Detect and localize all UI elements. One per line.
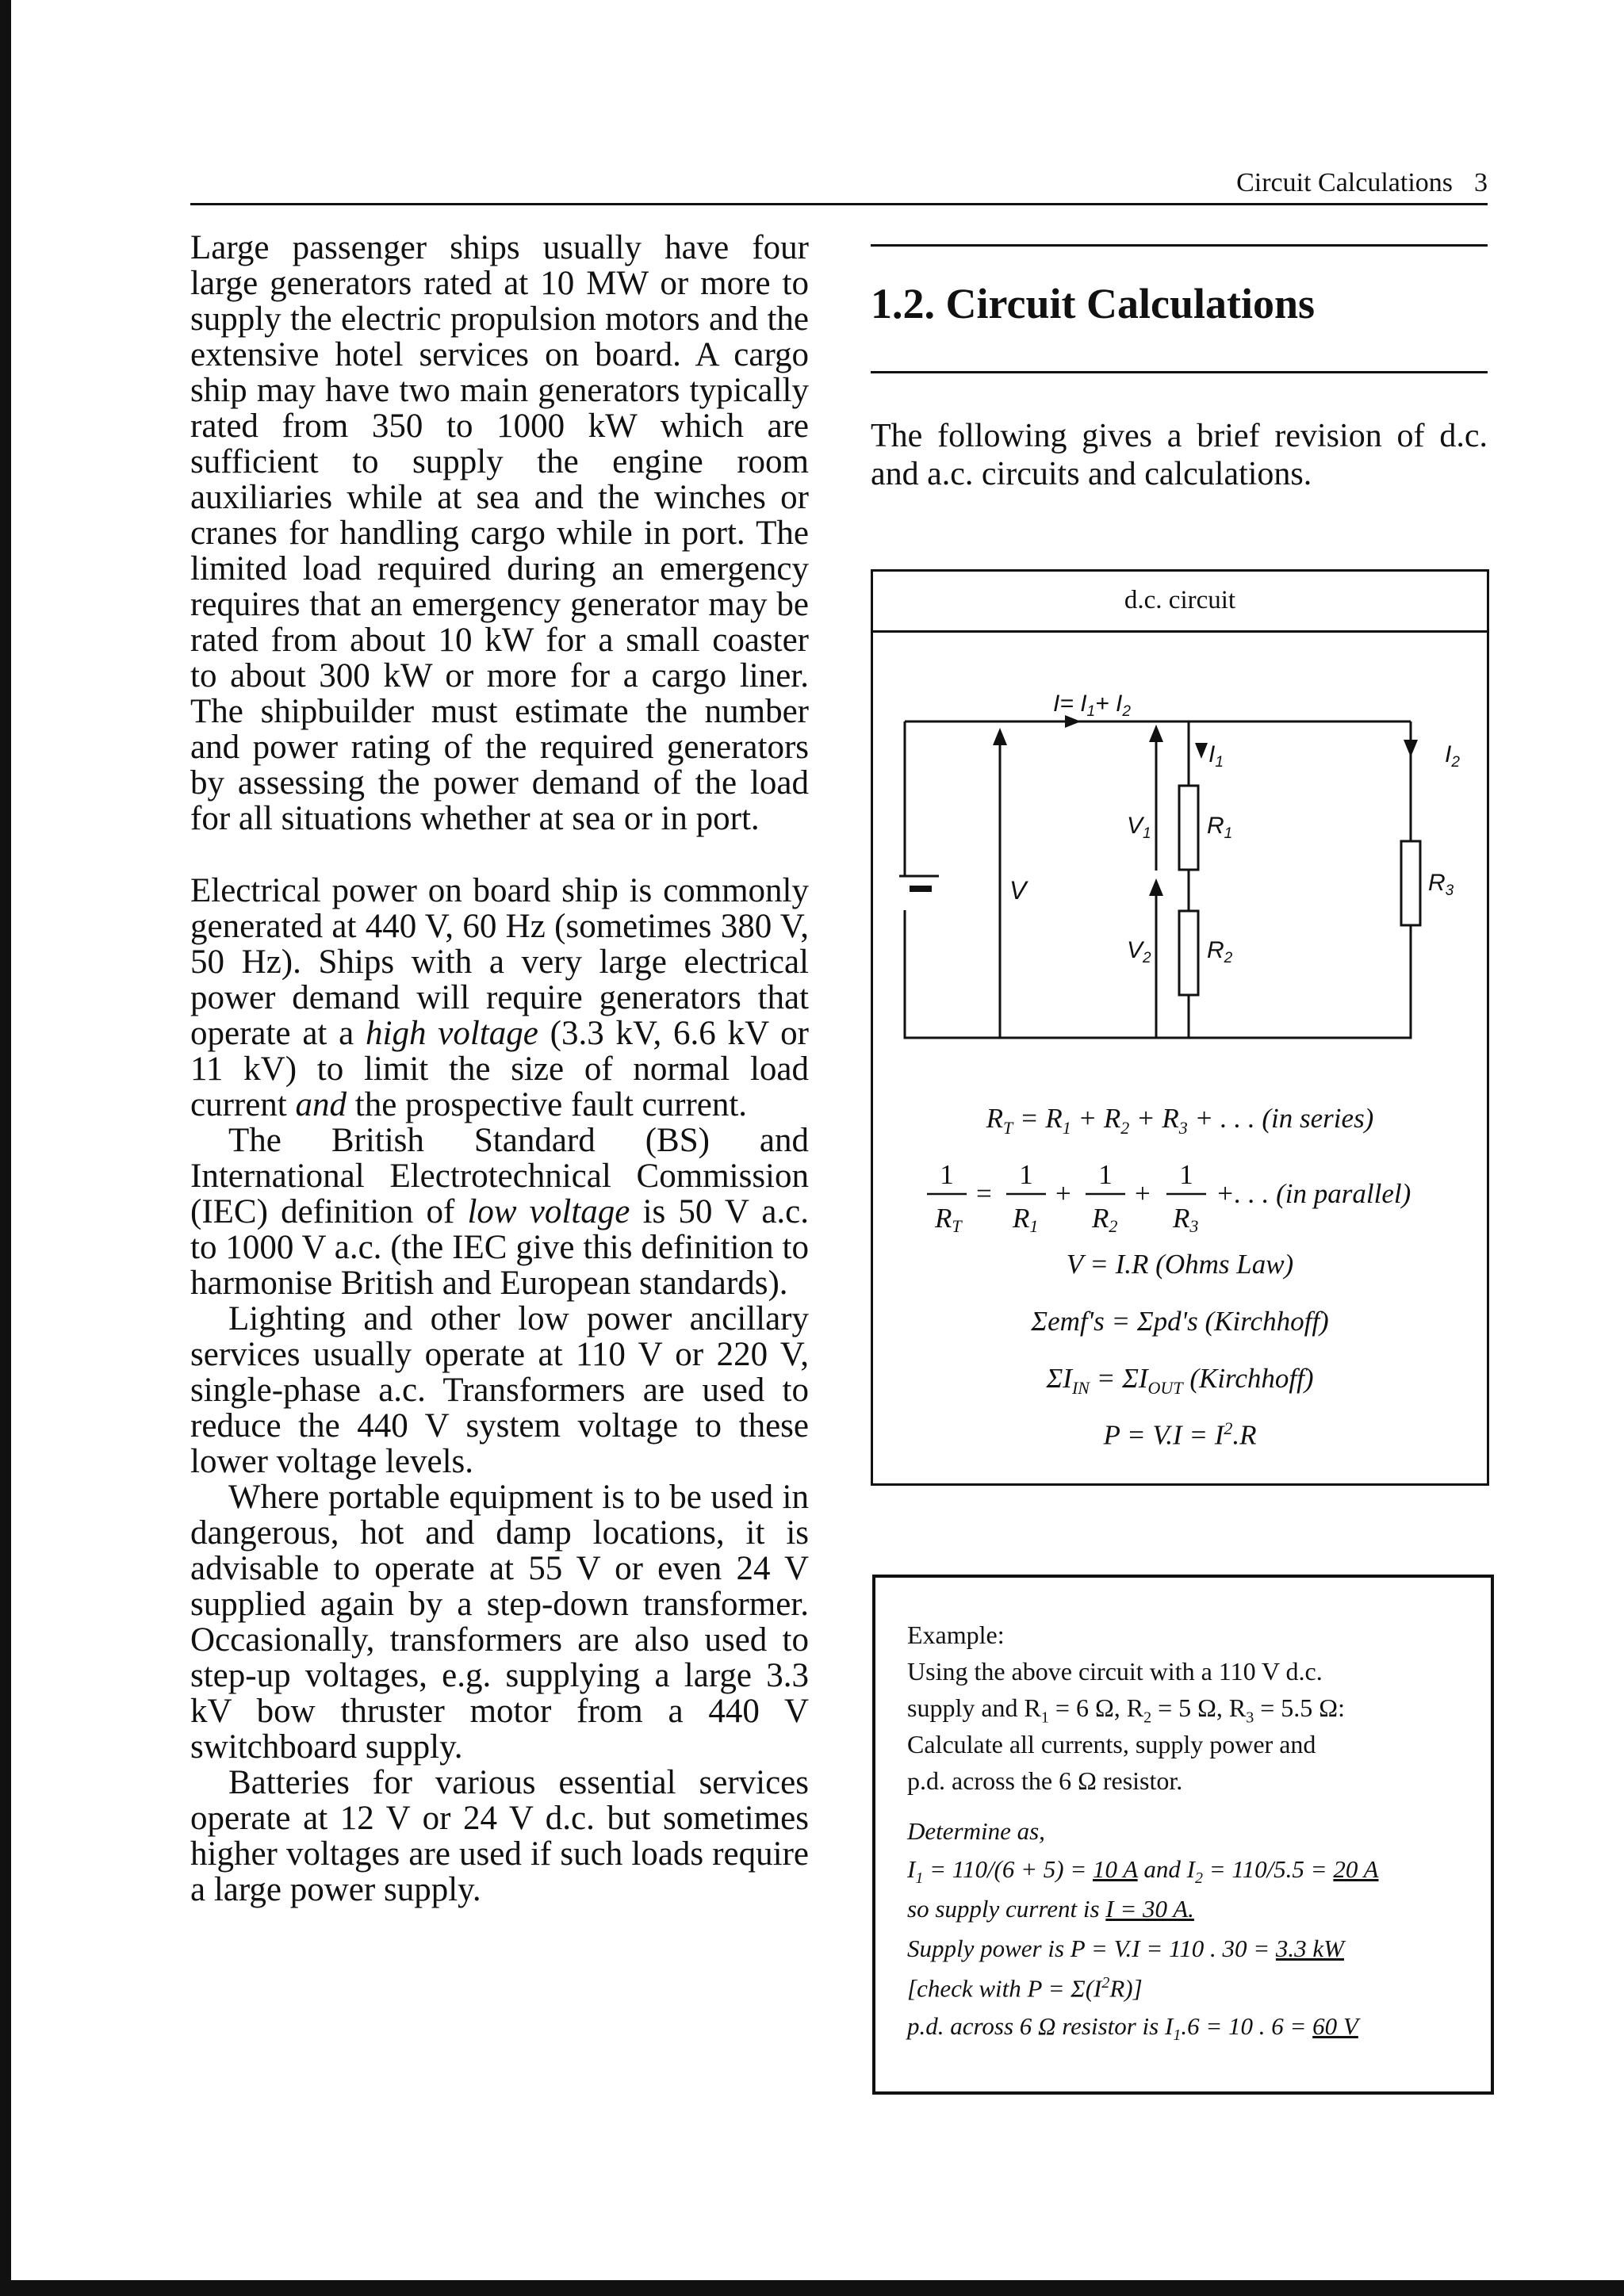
dc-circuit-diagram [873, 572, 1487, 1483]
example-line-1: Using the above circuit with a 110 V d.c. [907, 1657, 1323, 1686]
dc-circuit-heading: d.c. circuit [873, 572, 1487, 633]
paragraph-lighting: Lighting and other low power ancillary services usually operate at 110 V or 220 V, single-phase a.c. Transformers are used to reduce the 440 V system voltage to these lower voltage levels. [190, 1300, 809, 1480]
label-r2: $R_2$ [1207, 937, 1233, 966]
section-rule-bottom [871, 371, 1488, 373]
paragraph-generators: Large passenger ships usually have four large generators rated at 10 MW or more to supply the electric propulsion motors and the extensive hotel services on board. A cargo ship may have two main generators typically rated from 350 to 1000 kW which are sufficient to supply the engine room auxiliaries while at sea and the winches or cranes for handling cargo while in port. The limited load required during an emergency requires that an emergency generator may be rated from about 10 kW for a small coaster to about 300 kW or more for a cargo liner. The shipbuilder must estimate the number and power rating of the required generators by assessing the power demand of the load for all situations whether at sea or in port. [190, 229, 809, 837]
svg-text:+: + [1135, 1178, 1151, 1209]
svg-text:R2: R2 [1092, 1203, 1118, 1236]
i1-arrow-icon [1195, 743, 1208, 759]
svg-text:R1: R1 [1013, 1203, 1039, 1236]
paragraph-batteries: Batteries for various essential services operate at 12 V or 24 V d.c. but sometimes higher voltages are used if such loads require a large power supply. [190, 1764, 809, 1908]
paragraph-power-generation: Electrical power on board ship is commonly generated at 440 V, 60 Hz (sometimes 380 V, 50 Hz). Ships with a very large electrical power demand will require generators that operate at a high voltage (3.3 kV, 6.6 kV or 11 kV) to limit the size of normal load current and the prospective fault current. [190, 872, 809, 1123]
solution-line-6: p.d. across 6 Ω resistor is $I_1.6 = 10$ . 6 = 60 V [907, 2012, 1358, 2045]
label-total-current: $I= I_1+ I_2$ [1053, 691, 1131, 720]
svg-text:1: 1 [1098, 1159, 1113, 1190]
formula-power: $P = V.I = I^2.R$ [1103, 1418, 1257, 1451]
svg-text:+: + [1055, 1178, 1071, 1209]
v2-arrow-icon [1149, 878, 1163, 896]
v1-arrow-icon [1149, 725, 1163, 742]
svg-text:R3: R3 [1173, 1203, 1199, 1236]
example-heading: Example: [907, 1621, 1005, 1649]
i2-arrow-icon [1404, 740, 1418, 757]
section-rule-top [871, 244, 1488, 247]
svg-text:=: = [976, 1178, 992, 1209]
page-bottom-bar [0, 2280, 1624, 2296]
paragraph-low-voltage: The British Standard (BS) and International Electrotechnical Commission (IEC) definition of low voltage is 50 V a.c. to 1000 V a.c. (the IEC give this definition to harmonise British and European standards). [190, 1122, 809, 1302]
solution-line-1: Determine as, [907, 1817, 1045, 1845]
section-intro: The following gives a brief revision of d.c. and a.c. circuits and calculations. [871, 418, 1488, 492]
svg-text:RT: RT [935, 1203, 962, 1236]
battery-gap [889, 876, 936, 910]
label-i1: $I_1$ [1208, 741, 1224, 771]
label-r1: $R_1$ [1207, 813, 1233, 842]
formula-kvl: Σemf's = Σpd's (Kirchhoff) [1031, 1306, 1329, 1337]
resistor-r2 [1179, 911, 1198, 995]
example-line-2: supply and $R_1 = 6$ Ω, $R_2 = 5$ Ω, $R_3 = 5.5$ Ω: [907, 1693, 1345, 1727]
v-arrow-icon [993, 728, 1007, 745]
example-line-4: p.d. across the 6 Ω resistor. [907, 1766, 1183, 1795]
solution-line-5: [check with $P = \Sigma(I^2R)$] [907, 1974, 1143, 2003]
label-v: V [1009, 876, 1027, 905]
svg-text:1: 1 [940, 1159, 954, 1190]
wire-top-left [905, 721, 1411, 1038]
svg-text:+. . . (in parallel): +. . . (in parallel) [1216, 1178, 1411, 1209]
i-arrow-icon [1065, 715, 1081, 728]
formula-ohms-law: V = I.R (Ohms Law) [1066, 1249, 1294, 1280]
label-v2: $V_2$ [1127, 937, 1151, 966]
label-i2: $I_2$ [1445, 741, 1460, 771]
example-box [872, 1575, 1494, 2095]
svg-text:1: 1 [1179, 1159, 1193, 1190]
page-number: 3 [1474, 168, 1488, 197]
formula-series: $R_T = R_1 + R_2 + R_3$ + . . . (in series) [986, 1103, 1374, 1138]
svg-text:1: 1 [1019, 1159, 1033, 1190]
solution-line-3: so supply current is I = 30 A. [907, 1895, 1194, 1923]
left-column [190, 230, 809, 1908]
section-title: 1.2. Circuit Calculations [871, 280, 1316, 327]
resistor-r3 [1401, 841, 1420, 925]
dc-circuit-box [871, 569, 1489, 1486]
formula-parallel [873, 1150, 1487, 1246]
solution-line-4: Supply power is P = V.I = 110 . 30 = 3.3 kW [907, 1934, 1344, 1962]
resistor-r1 [1179, 786, 1198, 870]
example-line-3: Calculate all currents, supply power and [907, 1730, 1316, 1758]
page-edge-bar [0, 0, 11, 2296]
solution-line-2: $I_1 = 110/(6 + 5) = 10$ A and $I_2 = 110/5.5 = 20$ A [907, 1855, 1379, 1888]
running-head [190, 168, 1488, 205]
running-head-title: Circuit Calculations [1236, 168, 1453, 197]
formula-kcl: $\Sigma I_{IN} = \Sigma I_{OUT}$ (Kirchhoff) [1046, 1363, 1314, 1398]
paragraph-portable-equipment: Where portable equipment is to be used in dangerous, hot and damp locations, it is advisable to operate at 55 V or even 24 V supplied again by a step-down transformer. Occasionally, transformers are also used to step-up voltages, e.g. supplying a large 3.3 kV bow thruster motor from a 440 V switchboard supply. [190, 1479, 809, 1766]
label-r3: $R_3$ [1428, 870, 1454, 899]
label-v1: $V_1$ [1127, 813, 1151, 842]
